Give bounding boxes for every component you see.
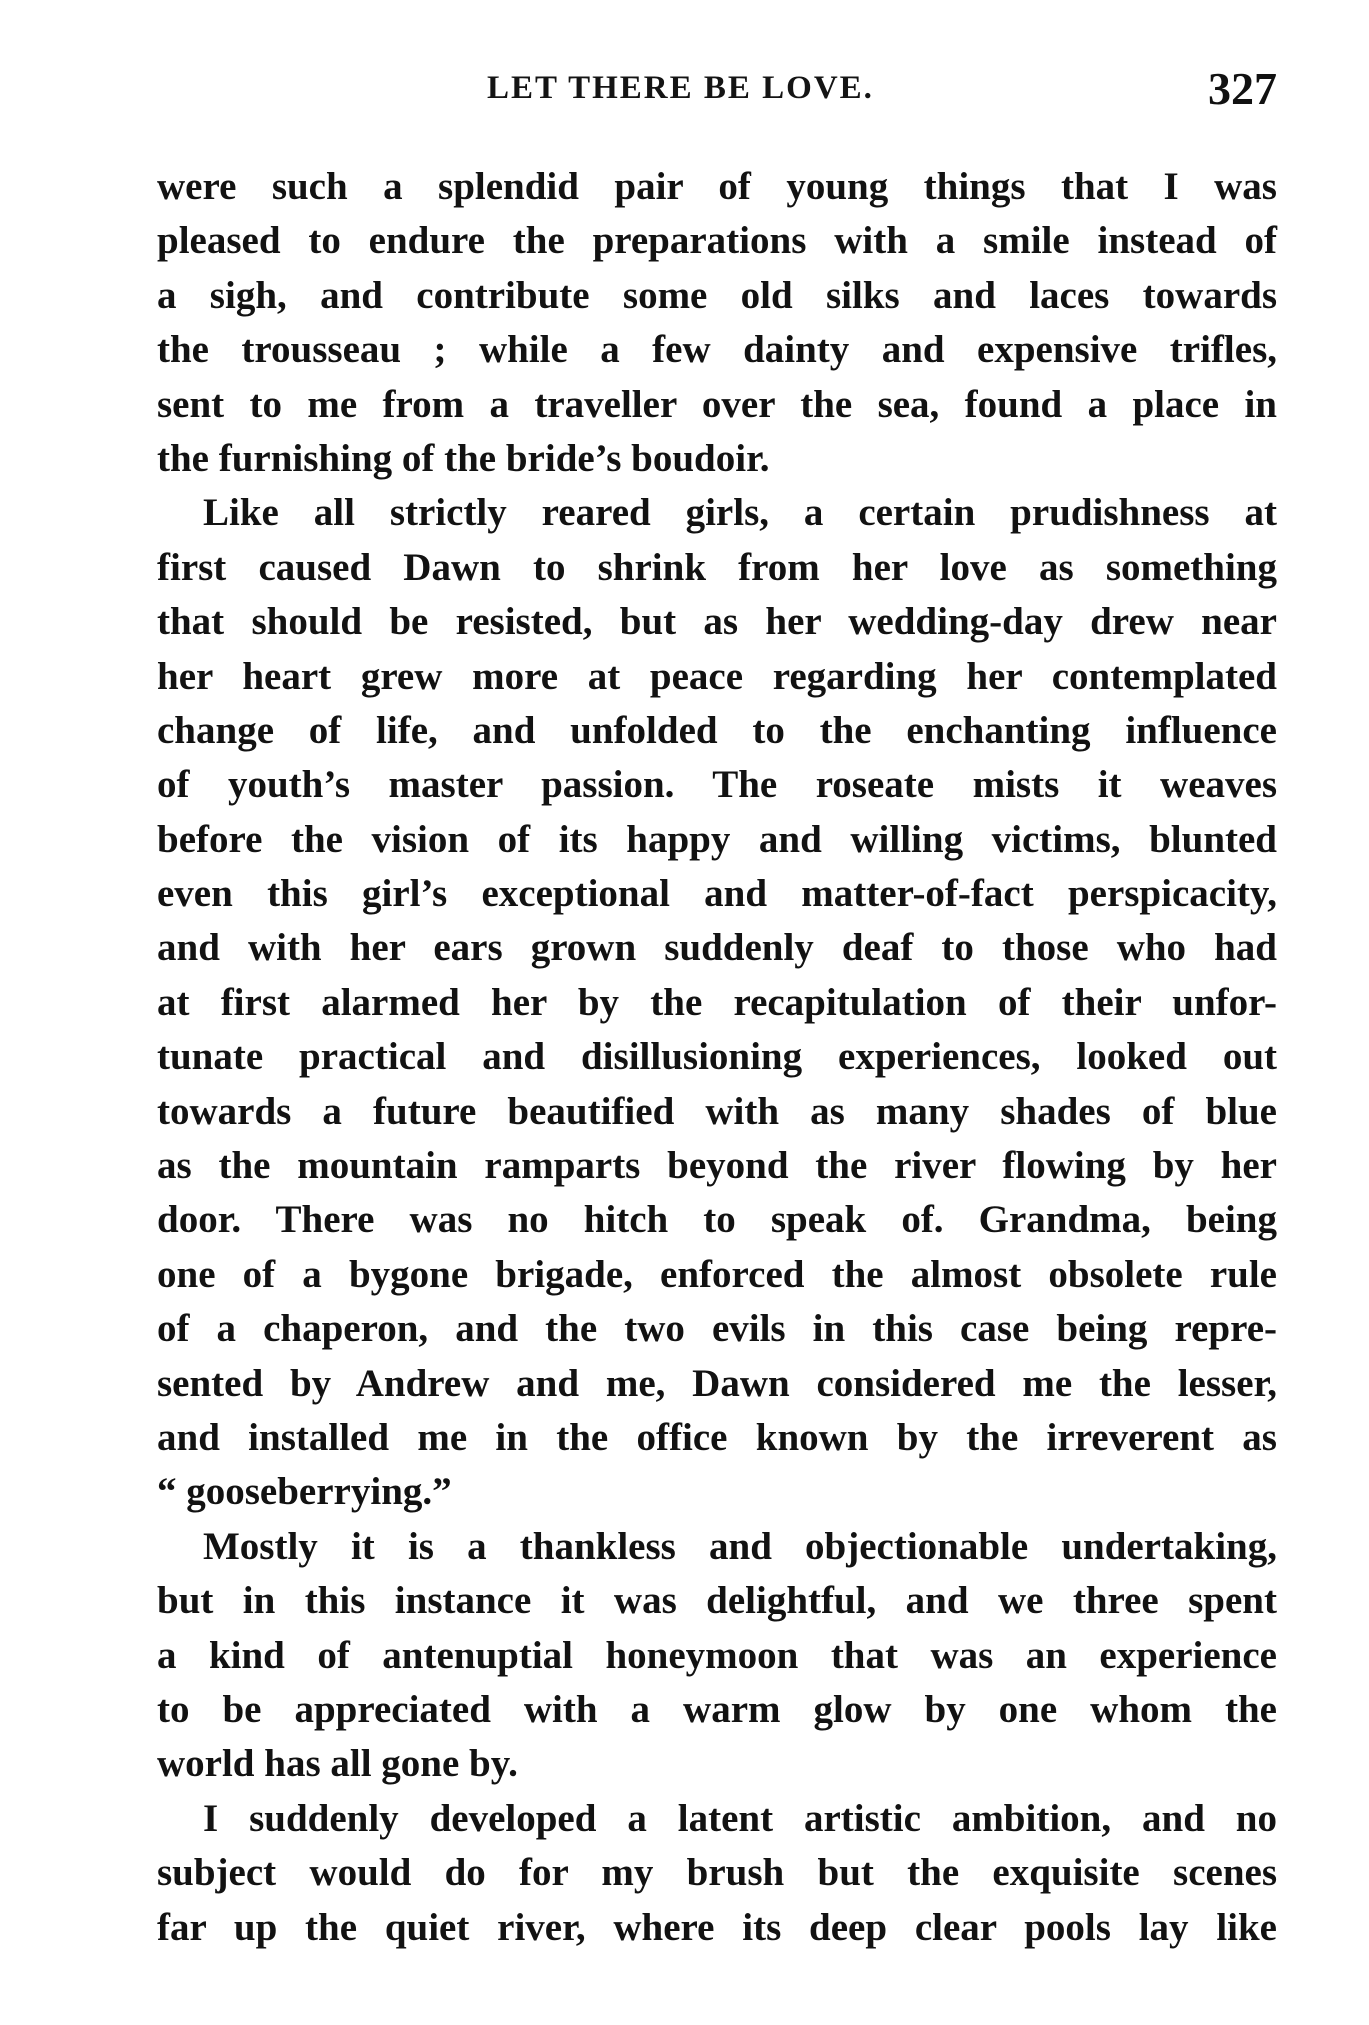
- text-line: but in this instance it was delightful, and we three spent: [157, 1579, 1277, 1623]
- text-line: change of life, and unfolded to the enchanting influence: [157, 708, 1277, 752]
- page-number: 327: [1208, 63, 1277, 114]
- text-line: subject would do for my brush but the exquisite scenes: [157, 1851, 1277, 1895]
- text-line: the furnishing of the bride’s boudoir.: [157, 436, 770, 480]
- running-title: LET THERE BE LOVE.: [487, 70, 874, 106]
- text-line: a sigh, and contribute some old silks and laces towards: [157, 273, 1277, 317]
- text-line: and installed me in the office known by the irreverent as: [157, 1415, 1277, 1459]
- text-line: as the mountain ramparts beyond the river flowing by her: [157, 1144, 1277, 1188]
- text-line: pleased to endure the preparations with a smile instead of: [157, 219, 1277, 263]
- text-line: to be appreciated with a warm glow by one whom the: [157, 1687, 1277, 1731]
- text-line: Like all strictly reared girls, a certain prudishness at: [203, 491, 1277, 535]
- text-line: sented by Andrew and me, Dawn considered me the lesser,: [157, 1361, 1277, 1405]
- text-line: sent to me from a traveller over the sea, found a place in: [157, 382, 1277, 426]
- text-line: the trousseau ; while a few dainty and expensive trifles,: [157, 328, 1277, 372]
- text-line: Mostly it is a thankless and objectionable undertaking,: [203, 1524, 1277, 1568]
- text-line: were such a splendid pair of young things that I was: [157, 165, 1277, 208]
- text-line: at first alarmed her by the recapitulation of their unfor-: [157, 980, 1277, 1024]
- text-line: I suddenly developed a latent artistic ambition, and no: [203, 1796, 1277, 1840]
- text-line: and with her ears grown suddenly deaf to those who had: [157, 926, 1277, 970]
- text-line: of youth’s master passion. The roseate mists it weaves: [157, 763, 1277, 807]
- text-line: tunate practical and disillusioning experiences, looked out: [157, 1035, 1277, 1079]
- text-line: before the vision of its happy and willing victims, blunted: [157, 817, 1277, 861]
- text-line: one of a bygone brigade, enforced the almost obsolete rule: [157, 1252, 1277, 1296]
- page-header: [157, 62, 1277, 122]
- text-line: even this girl’s exceptional and matter-of-fact perspicacity,: [157, 872, 1277, 916]
- text-line: a kind of antenuptial honeymoon that was an experience: [157, 1633, 1277, 1677]
- text-line: far up the quiet river, where its deep clear pools lay like: [157, 1905, 1277, 1949]
- text-line: door. There was no hitch to speak of. Grandma, being: [157, 1198, 1277, 1242]
- text-line: first caused Dawn to shrink from her love as something: [157, 545, 1277, 589]
- text-line: of a chaperon, and the two evils in this case being repre-: [157, 1307, 1277, 1351]
- text-line: her heart grew more at peace regarding her contemplated: [157, 654, 1277, 698]
- text-line: that should be resisted, but as her wedding-day drew near: [157, 600, 1277, 644]
- text-line: “ gooseberrying.”: [157, 1470, 452, 1514]
- text-line: world has all gone by.: [157, 1742, 518, 1786]
- text-line: towards a future beautified with as many shades of blue: [157, 1089, 1277, 1133]
- body-text: [157, 160, 1277, 1955]
